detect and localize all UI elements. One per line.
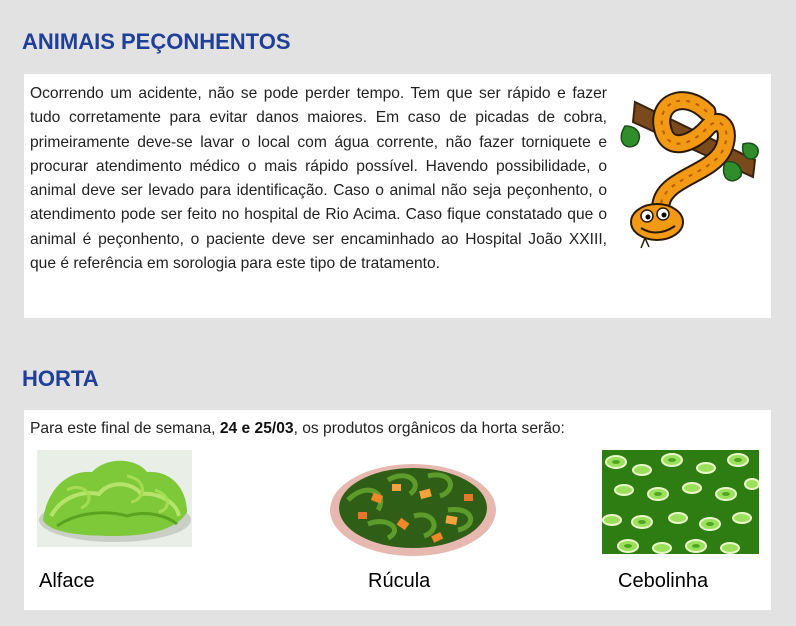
horta-intro [30, 420, 565, 438]
product-label-rucula: Rúcula [368, 570, 431, 592]
animais-card [24, 74, 771, 318]
horta-card [24, 410, 771, 610]
lettuce-image [37, 450, 192, 547]
section-title-animais: ANIMAIS PEÇONHENTOS [22, 29, 291, 54]
horta-intro-dates: 24 e 25/03 [219, 420, 294, 437]
product-label-cebolinha: Cebolinha [618, 570, 709, 592]
animais-paragraph-text: Ocorrendo um acidente, não se pode perder tempo. Tem que ser rápido e fazer tudo corretamente para evitar danos maiores. Em caso de picadas de cobra, primeiramente deve-se lavar o local com água corrente, não fazer torniquete e procurar atendimento médico o mais rápido possível. Havendo possibilidade, o animal deve ser levado para identificação. Caso o animal não seja peçonhento, o atendimento pode ser feito no hospital de Rio Acima. Caso fique constatado que o animal é peçonhento, o paciente deve ser encaminhado ao Hospital João XXIII, que é referência em sorologia para este tipo de tratamento. [30, 85, 607, 273]
horta-intro-after: , os produtos orgânicos da horta serão: [293, 420, 565, 437]
product-label-alface: Alface [39, 570, 95, 592]
animais-paragraph [30, 82, 765, 276]
section-title-horta: HORTA [22, 366, 99, 391]
chives-image [602, 450, 759, 554]
horta-intro-before: Para este final de semana, [30, 420, 220, 437]
snake-cartoon-icon [615, 82, 765, 252]
arugula-salad-image [328, 450, 498, 560]
